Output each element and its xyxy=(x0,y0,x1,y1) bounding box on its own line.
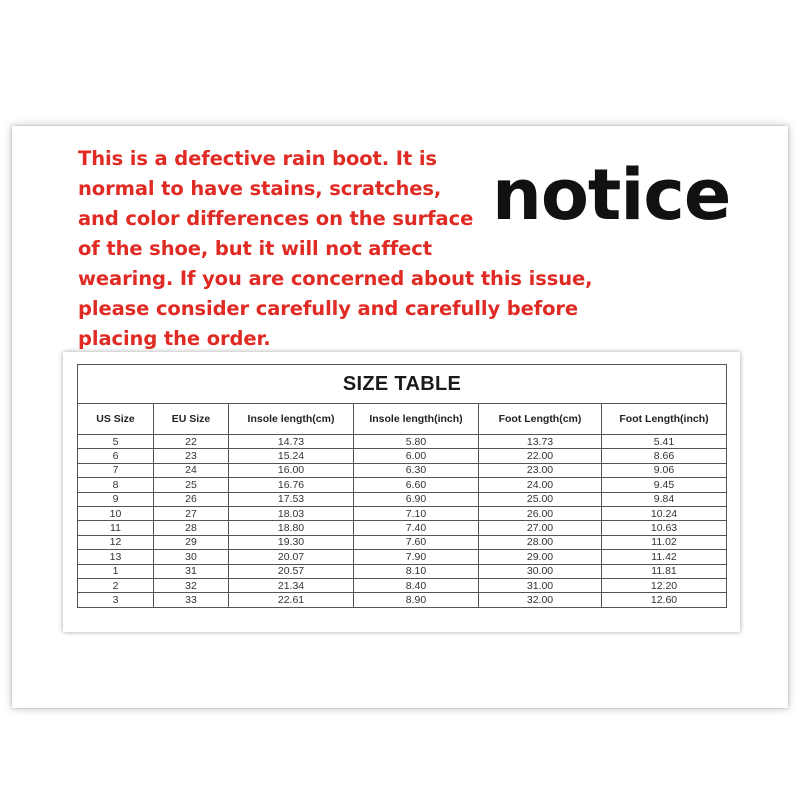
table-row xyxy=(78,435,727,449)
table-cell: 8.66 xyxy=(602,449,727,463)
column-header: US Size xyxy=(78,404,154,435)
table-cell: 5.41 xyxy=(602,435,727,449)
notice-line: and color differences on the surface xyxy=(78,207,474,230)
table-cell: 13.73 xyxy=(479,435,602,449)
size-table-header-row xyxy=(78,404,727,435)
table-row xyxy=(78,478,727,492)
table-cell: 27 xyxy=(154,506,229,520)
column-header: EU Size xyxy=(154,404,229,435)
size-table-title: SIZE TABLE xyxy=(78,365,727,404)
table-cell: 18.03 xyxy=(229,506,354,520)
table-cell: 28 xyxy=(154,521,229,535)
size-table-panel xyxy=(63,352,740,632)
table-cell: 6.30 xyxy=(354,463,479,477)
notice-line: normal to have stains, scratches, xyxy=(78,177,442,200)
notice-line: placing the order. xyxy=(78,327,271,350)
table-cell: 33 xyxy=(154,593,229,607)
notice-line: of the shoe, but it will not affect xyxy=(78,237,432,260)
defect-notice-text xyxy=(78,144,593,354)
table-row xyxy=(78,506,727,520)
table-cell: 8 xyxy=(78,478,154,492)
table-cell: 10.63 xyxy=(602,521,727,535)
table-cell: 7.60 xyxy=(354,535,479,549)
table-cell: 9 xyxy=(78,492,154,506)
table-cell: 8.10 xyxy=(354,564,479,578)
table-cell: 18.80 xyxy=(229,521,354,535)
table-cell: 6 xyxy=(78,449,154,463)
table-cell: 26.00 xyxy=(479,506,602,520)
table-cell: 12 xyxy=(78,535,154,549)
table-cell: 13 xyxy=(78,550,154,564)
table-cell: 23.00 xyxy=(479,463,602,477)
table-row xyxy=(78,578,727,592)
table-cell: 12.60 xyxy=(602,593,727,607)
table-cell: 5 xyxy=(78,435,154,449)
table-row xyxy=(78,593,727,607)
table-cell: 31.00 xyxy=(479,578,602,592)
size-table xyxy=(77,364,727,608)
table-cell: 28.00 xyxy=(479,535,602,549)
table-cell: 3 xyxy=(78,593,154,607)
table-row xyxy=(78,492,727,506)
table-cell: 22.61 xyxy=(229,593,354,607)
table-cell: 22.00 xyxy=(479,449,602,463)
table-cell: 20.57 xyxy=(229,564,354,578)
table-cell: 8.90 xyxy=(354,593,479,607)
table-cell: 1 xyxy=(78,564,154,578)
table-cell: 16.76 xyxy=(229,478,354,492)
table-cell: 10.24 xyxy=(602,506,727,520)
table-cell: 19.30 xyxy=(229,535,354,549)
notice-line: please consider carefully and carefully before xyxy=(78,297,579,320)
table-cell: 10 xyxy=(78,506,154,520)
table-cell: 2 xyxy=(78,578,154,592)
column-header: Insole length(inch) xyxy=(354,404,479,435)
table-cell: 9.84 xyxy=(602,492,727,506)
notice-line: This is a defective rain boot. It is xyxy=(78,147,437,170)
table-cell: 21.34 xyxy=(229,578,354,592)
table-cell: 11.81 xyxy=(602,564,727,578)
table-cell: 32 xyxy=(154,578,229,592)
table-cell: 24.00 xyxy=(479,478,602,492)
table-cell: 15.24 xyxy=(229,449,354,463)
notice-heading: notice xyxy=(492,154,731,236)
table-cell: 6.60 xyxy=(354,478,479,492)
table-row xyxy=(78,449,727,463)
column-header: Insole length(cm) xyxy=(229,404,354,435)
table-cell: 27.00 xyxy=(479,521,602,535)
table-cell: 30 xyxy=(154,550,229,564)
table-cell: 32.00 xyxy=(479,593,602,607)
table-cell: 7.90 xyxy=(354,550,479,564)
table-cell: 12.20 xyxy=(602,578,727,592)
table-cell: 7 xyxy=(78,463,154,477)
size-table-body xyxy=(78,435,727,608)
table-cell: 7.40 xyxy=(354,521,479,535)
table-cell: 5.80 xyxy=(354,435,479,449)
table-cell: 9.06 xyxy=(602,463,727,477)
table-cell: 26 xyxy=(154,492,229,506)
table-row xyxy=(78,535,727,549)
table-cell: 7.10 xyxy=(354,506,479,520)
table-cell: 30.00 xyxy=(479,564,602,578)
table-cell: 20.07 xyxy=(229,550,354,564)
table-row xyxy=(78,521,727,535)
table-cell: 16.00 xyxy=(229,463,354,477)
table-cell: 14.73 xyxy=(229,435,354,449)
table-cell: 24 xyxy=(154,463,229,477)
table-cell: 11.02 xyxy=(602,535,727,549)
table-cell: 29 xyxy=(154,535,229,549)
table-row xyxy=(78,550,727,564)
table-cell: 11 xyxy=(78,521,154,535)
table-cell: 23 xyxy=(154,449,229,463)
table-cell: 25 xyxy=(154,478,229,492)
table-cell: 9.45 xyxy=(602,478,727,492)
column-header: Foot Length(cm) xyxy=(479,404,602,435)
table-cell: 6.90 xyxy=(354,492,479,506)
table-cell: 29.00 xyxy=(479,550,602,564)
table-row xyxy=(78,463,727,477)
table-cell: 25.00 xyxy=(479,492,602,506)
table-cell: 8.40 xyxy=(354,578,479,592)
table-cell: 6.00 xyxy=(354,449,479,463)
table-cell: 11.42 xyxy=(602,550,727,564)
notice-line: wearing. If you are concerned about this issue, xyxy=(78,267,593,290)
table-cell: 17.53 xyxy=(229,492,354,506)
table-cell: 31 xyxy=(154,564,229,578)
table-cell: 22 xyxy=(154,435,229,449)
table-row xyxy=(78,564,727,578)
column-header: Foot Length(inch) xyxy=(602,404,727,435)
